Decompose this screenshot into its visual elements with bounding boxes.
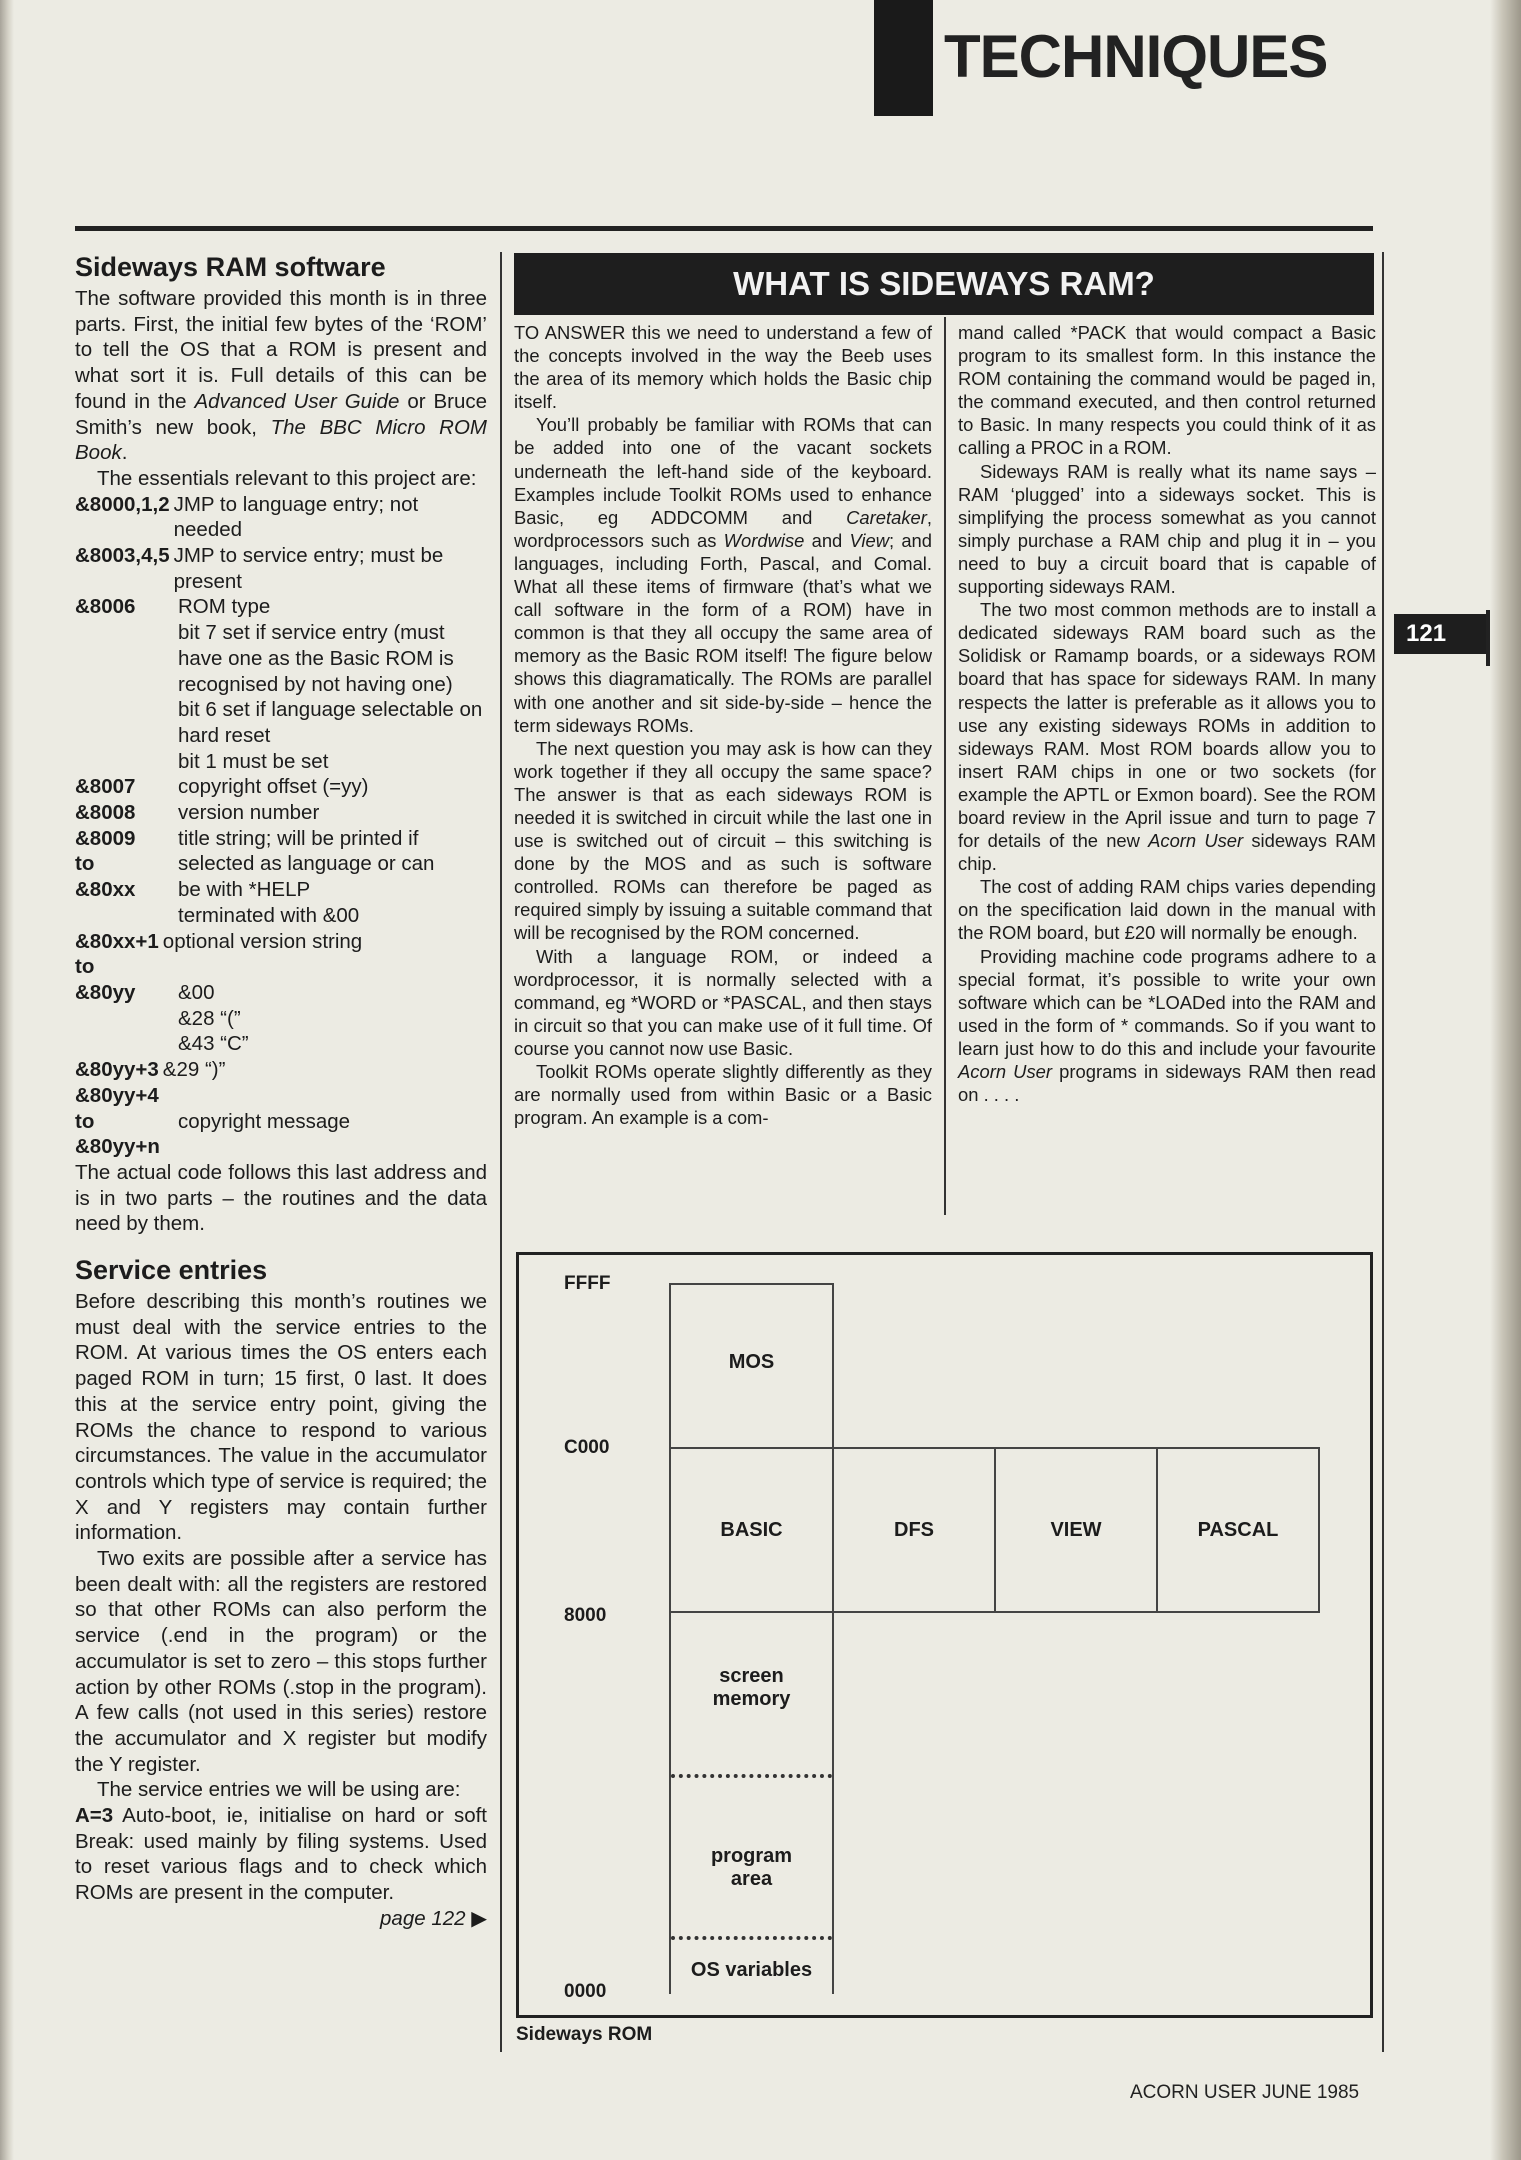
rom-header-table	[75, 492, 487, 1160]
table-row: &28 “(”	[178, 1006, 241, 1030]
divider-dotted	[671, 1936, 832, 1940]
table-row: &80xx+1 optional version string	[75, 929, 363, 953]
header-block	[874, 0, 933, 116]
paragraph-essentials: The essentials relevant to this project are:	[97, 466, 477, 490]
memory-map-diagram	[516, 1252, 1373, 2018]
label-dfs: DFS	[894, 1519, 934, 1541]
table-row: &80xx be with *HELP	[75, 878, 311, 902]
label-view: VIEW	[1050, 1519, 1102, 1541]
table-row: terminated with &00	[178, 903, 360, 927]
box-paragraph: Providing machine code programs adhere to a special format, it’s possible to write your own software which can be *LOADed into the RAM and used in the form of * commands. So if you want to learn just how to do this and include your favourite Acorn User programs in sideways RAM then read on . . . .	[958, 945, 1376, 1106]
box-paragraph: Toolkit ROMs operate slightly differently as they are normally used from within Basic or a Basic program. An example is a com-	[514, 1061, 932, 1129]
divider-dotted	[671, 1774, 832, 1778]
heading-sideways-ram-software: Sideways RAM software	[75, 252, 386, 282]
box-paragraph: The two most common methods are to install a dedicated sideways RAM board such as the Solidisk or Ramamp boards, or a sideways ROM board that has space for sideways RAM. In many respects the latter is preferable as it allows you to use any existing sideways ROMs in addition to sideways RAM. Most ROM boards allow you to insert RAM chips in one or two sockets (for example the APTL or Exmon board). See the ROM board review in the April issue and turn to page 7 for details of the new Acorn User sideways RAM chip.	[958, 599, 1376, 875]
label-mos: MOS	[728, 1351, 775, 1373]
label-program-area: program area	[710, 1845, 793, 1890]
address-0000: 0000	[564, 1981, 607, 2002]
paragraph-actual-code: The actual code follows this last address and is in two parts – the routines and the data need by them.	[75, 1160, 487, 1236]
column-rule-left	[500, 252, 502, 2052]
table-row: bit 7 set if service entry (must have one as the Basic ROM is recognised by not having one)	[178, 621, 454, 696]
box-paragraph: You’ll probably be familiar with ROMs that can be added into one of the vacant sockets underneath the left-hand side of the keyboard. Examples include Toolkit ROMs used to enhance Basic, eg ADDCOMM and Caretaker, wordprocessors such as Wordwise and View; and languages, including Forth, Pascal, and Comal. What all these items of firmware (that’s what we call software in the form of a ROM) have in common is that they all occupy the same area of memory as the Basic ROM itself! The figure below shows this diagramatically. The ROMs are parallel with one another and sit side-by-side – hence the term sideways ROMs.	[514, 414, 933, 736]
table-row: bit 1 must be set	[178, 749, 329, 773]
footer-issue: ACORN USER JUNE 1985	[1130, 2082, 1360, 2103]
table-row: &80yy+3 &29 “)”	[75, 1058, 226, 1082]
box-paragraph: mand called *PACK that would compact a Basic program to its smallest form. In this instance the ROM containing the command would be paged in, the command executed, and then control returned to Basic. In many respects you could think of it as calling a PROC in a ROM.	[958, 322, 1376, 459]
table-row: to	[75, 955, 95, 979]
paragraph-auto-boot: A=3 Auto-boot, ie, initialise on hard or soft Break: used mainly by filing systems. Used to reset various flags and to check which ROMs are present in the computer. page 122 ▶	[75, 1804, 487, 1930]
table-row: to copyright message	[75, 1109, 351, 1133]
box-title: WHAT IS SIDEWAYS RAM?	[514, 253, 1374, 315]
table-row: &80yy+n	[75, 1135, 160, 1159]
box-column-2	[958, 321, 1376, 1106]
table-row: &80yy &00	[75, 980, 215, 1004]
table-row: to selected as language or can	[75, 852, 435, 876]
page-continuation-link[interactable]: page 122 ▶	[380, 1906, 487, 1930]
table-row: &80yy+4	[75, 1083, 159, 1107]
section-title: TECHNIQUES	[944, 23, 1328, 90]
table-row: &8008 version number	[75, 801, 320, 825]
paragraph-service-3: The service entries we will be using are:	[97, 1778, 461, 1802]
box-paragraph: TO ANSWER this we need to understand a few of the concepts involved in the way the Beeb uses the area of its memory which holds the Basic chip itself.	[514, 322, 932, 413]
table-row: &43 “C”	[178, 1032, 249, 1056]
column-rule-right	[1382, 252, 1384, 2052]
label-basic: BASIC	[720, 1519, 783, 1541]
box-paragraph: Sideways RAM is really what its name says – RAM ‘plugged’ into a sideways socket. This is simplifying the process somewhat as you cannot simply purchase a RAM chip and plug it in – you need to buy a circuit board that is capable of supporting sideways RAM.	[958, 460, 1376, 598]
table-row: &8009 title string; will be printed if	[75, 826, 419, 850]
address-8000: 8000	[564, 1605, 607, 1626]
label-os-variables: OS variables	[690, 1959, 813, 1981]
book-spine-right	[1490, 0, 1521, 2160]
top-rule	[75, 226, 1373, 231]
box-paragraph: The next question you may ask is how can they work together if they all occupy the same space? The answer is that as each sideways ROM is needed it is switched in circuit while the last one in use is switched out of circuit – this switching is done by the MOS and as such is software controlled. ROMs can therefore be paged as required simply by issuing a suitable command that will be recognised by the ROM concerned.	[514, 737, 932, 944]
left-column	[75, 252, 487, 1932]
paragraph-intro: The software provided this month is in three parts. First, the initial few bytes of the ‘ROM’ to tell the OS that a ROM is present and what sort it is. Full details of this can be found in the Advanced User Guide or Bruce Smith’s new book, The BBC Micro ROM Book.	[75, 287, 487, 465]
table-row: bit 6 set if language selectable on hard reset	[178, 698, 483, 747]
book-spine-left	[0, 0, 14, 2160]
box-paragraph: The cost of adding RAM chips varies depending on the specification laid down in the manual with the ROM board, but £20 will normally be enough.	[958, 876, 1376, 944]
page-number-tab: 121	[1394, 614, 1486, 654]
label-pascal: PASCAL	[1197, 1519, 1279, 1541]
label-screen-memory: screen memory	[712, 1665, 791, 1710]
paragraph-service-1: Before describing this month’s routines we must deal with the service entries to the ROM. At various times the OS enters each paged ROM in turn; 15 first, 0 last. It does this at the service entry point, giving the ROMs the chance to respond to various circumstances. The value in the accumulator controls which type of service is required; the X and Y registers may contain further information.	[75, 1290, 487, 1545]
table-row: &8003,4,5 JMP to service entry; must be present	[75, 544, 444, 593]
page-number-tick	[1486, 610, 1490, 666]
address-c000: C000	[564, 1437, 610, 1458]
box-column-1	[514, 321, 932, 1129]
heading-service-entries: Service entries	[75, 1255, 268, 1286]
box-paragraph: With a language ROM, or indeed a wordprocessor, it is normally selected with a command, eg *WORD or *PASCAL, and then stays in circuit so that you can make use of it full time. Of course you cannot now use Basic.	[514, 945, 932, 1059]
table-row: &8006 ROM type	[75, 595, 271, 619]
column-rule-box	[944, 317, 946, 1215]
diagram-caption: Sideways ROM	[516, 2024, 653, 2045]
address-ffff: FFFF	[564, 1273, 611, 1294]
paragraph-service-2: Two exits are possible after a service has been dealt with: all the registers are restored so that other ROMs can also perform the service (.end in the program) or the accumulator is set to zero – this stops further action by other ROMs (.stop in the program). A few calls (not used in this series) restore the accumulator and X register but modify the Y register.	[75, 1547, 487, 1776]
table-row: &8000,1,2 JMP to language entry; not needed	[75, 492, 419, 542]
table-row: &8007 copyright offset (=yy)	[75, 775, 369, 799]
